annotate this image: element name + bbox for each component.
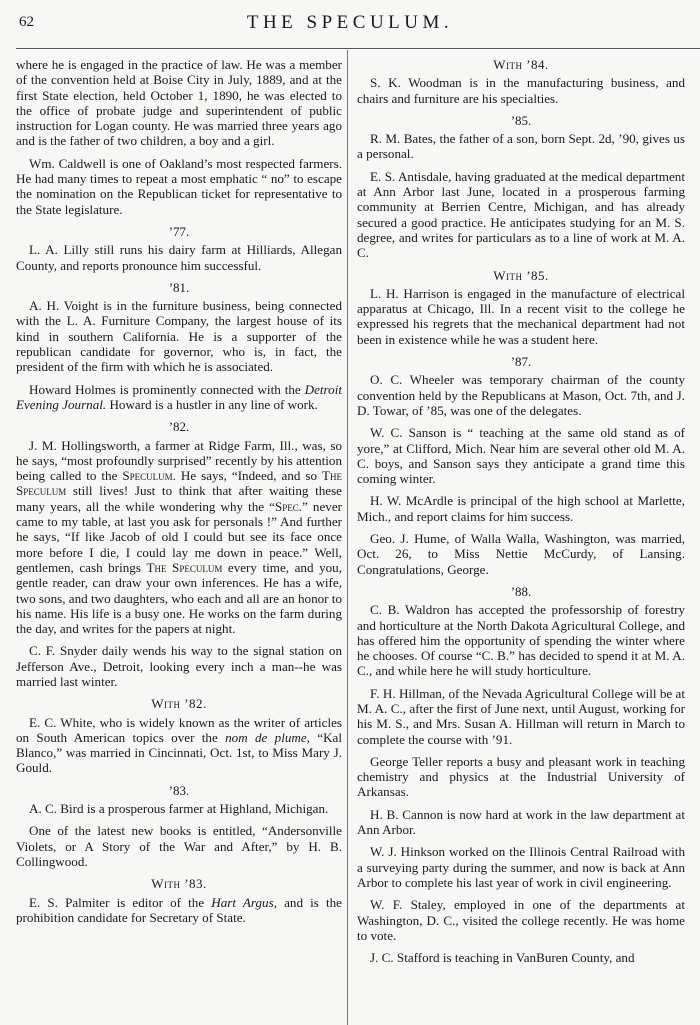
section-heading: ’81. — [168, 279, 190, 295]
text-run: E. S. Palmiter is editor of the — [29, 894, 212, 910]
section-heading: ’87. — [510, 354, 532, 370]
paragraph — [16, 242, 342, 273]
column-divider — [347, 50, 348, 1025]
header-rule — [16, 48, 700, 49]
paragraph — [16, 715, 342, 776]
smallcaps-text: The Speculum — [146, 559, 223, 575]
italic-text: Detroit Evening Journal. — [16, 381, 342, 412]
text-run: F. H. Hillman, of the Nevada Agricultural College will be at M. A. C., after the first of June next, until August, working for his M. S., and Mrs. Susan A. Hillman will return in March to complete the course with ’91. — [357, 685, 685, 747]
paragraph — [357, 807, 685, 838]
paragraph — [16, 298, 342, 374]
page-number: 62 — [19, 14, 34, 30]
section-heading: ’82. — [168, 419, 190, 435]
section-heading: With ’85. — [493, 267, 549, 283]
left-column — [16, 57, 342, 932]
text-run: H. B. Cannon is now hard at work in the law department at Ann Arbor. — [357, 806, 685, 838]
paragraph — [357, 602, 685, 678]
section-heading: ’85. — [510, 112, 532, 128]
section-heading: ’83. — [168, 782, 190, 798]
paragraph — [357, 493, 685, 524]
text-run: J. M. Hollingsworth, a farmer at Ridge Farm, Ill., was, so he says, “most profoundly surprised” recently by his attention being called to the — [16, 437, 342, 484]
text-run: , “Kal Blanco,” was married in Cincinnati, Oct. 1st, to Miss Mary J. Gould. — [16, 729, 342, 776]
paragraph — [357, 950, 685, 965]
text-run: O. C. Wheeler was temporary chairman of the county convention held by the Republicans at Mason, Oct. 7th, and J. D. Towar, of ’85, was one of the delegates. — [357, 372, 685, 418]
page-header — [0, 0, 700, 44]
text-run: and is the prohibition candidate for Secretary of State. — [16, 894, 342, 925]
paragraph — [357, 425, 685, 486]
italic-text: nom de plume — [225, 729, 307, 745]
text-run: H. W. McArdle is principal of the high school at Marlette, Mich., and report claims for him success. — [357, 493, 685, 524]
paragraph — [16, 438, 342, 637]
smallcaps-text: The Speculum — [16, 468, 342, 499]
text-run: W. C. Sanson is “ teaching at the same old stand as of yore,” at Clifford, Mich. Near him are several other old M. A. C. boys, and Sanson says they anticipate a grand time this coming winter. — [357, 425, 685, 487]
section-heading: ’77. — [168, 223, 190, 239]
text-run: L. A. Lilly still runs his dairy farm at Hilliards, Allegan County, and reports pronounce him successful. — [16, 242, 342, 273]
section-heading: With ’84. — [493, 57, 549, 72]
text-run: Wm. Caldwell is one of Oakland’s most respected farmers. He had many times to repeat a most emphatic “ no” to escape the nomination on the Republican ticket for representative to the State legislature. — [16, 155, 342, 217]
running-title: THE SPECULUM. — [246, 12, 454, 33]
paragraph — [16, 57, 342, 149]
text-run: C. B. Waldron has accepted the professorship of forestry and horticulture at the North Dakota Agricultural College, and has offered him the opportunity of spending the winter where he chooses. Of course “C. B.” has decided to spend it at M. A. C., and while here he will study horticulture. — [357, 602, 685, 679]
text-run: R. M. Bates, the father of a son, born Sept. 2d, ’90, gives us a personal. — [357, 131, 685, 162]
text-run: still lives! Just to think that after waiting these many years, all the while wondering why the “ — [16, 483, 342, 514]
paragraph — [357, 754, 685, 800]
text-run: J. C. Stafford is teaching in VanBuren County, and — [370, 950, 635, 966]
smallcaps-text: Spec. — [274, 498, 303, 514]
text-run: C. F. Snyder daily wends his way to the signal station on Jefferson Ave., Detroit, looking every inch a man--he was married last winter. — [16, 643, 342, 689]
text-run: ” never came to my table, at last you ask for personals !” And further he says, “If like Jacob of old I could but see its face once more before I die, I could lay me down in peace.” Well, gentlemen, cash brings — [16, 498, 342, 575]
text-run: every time, and you, gentle reader, can draw your own inferences. He has a wife, two sons, and two daughters, who each and all are an honor to his name. His life is a busy one. He works on the farm during the day, and writes for the papers at night. — [16, 559, 342, 637]
paragraph — [357, 286, 685, 347]
right-column — [357, 57, 685, 972]
section-heading: With ’82. — [151, 696, 207, 712]
text-run: E. C. White, who is widely known as the writer of articles on South American topics over the — [16, 714, 342, 745]
text-run: where he is engaged in the practice of law. He was a member of the convention held at Boise City in July, 1889, and at the first State election, held October 1, 1890, he was elected to the office of probate judge and superintendent of public instruction for Logan county. He was married three years ago and is the father of two children, a boy and a girl. — [16, 57, 342, 149]
paragraph — [357, 686, 685, 747]
section-heading: ’88. — [510, 583, 532, 599]
text-run: W. F. Staley, employed in one of the departments at Washington, D. C., visited the college recently. He was home to vote. — [357, 897, 685, 943]
text-run: A. C. Bird is a prosperous farmer at Highland, Michigan. — [29, 801, 329, 817]
paragraph — [357, 75, 685, 106]
text-run: L. H. Harrison is engaged in the manufacture of electrical apparatus at Chicago, Ill. In a recent visit to the college he expressed his regrets that the mechanical department had not been in existence while he was a student here. — [357, 285, 685, 347]
paragraph — [16, 382, 342, 413]
text-run: Howard is a hustler in any line of work. — [106, 396, 318, 412]
paragraph — [357, 169, 685, 261]
text-run: Howard Holmes is prominently connected with the — [29, 381, 305, 397]
italic-text: Hart Argus, — [211, 894, 277, 910]
text-run: E. S. Antisdale, having graduated at the medical department at Ann Arbor last June, located in a prosperous farming community at Berrien Centre, Michigan, and has already secured a good practice. He anticipates studying for an M. S. degree, and writes for particulars as to a line of work at M. A. C. — [357, 168, 685, 261]
paragraph — [16, 823, 342, 869]
text-run: W. J. Hinkson worked on the Illinois Central Railroad with a surveying party during the summer, and now is back at Ann Arbor to complete his last year of work in civil engineering. — [357, 844, 685, 890]
text-run: He says, “Indeed, and so — [175, 468, 322, 484]
text-run: S. K. Woodman is in the manufacturing business, and chairs and furniture are his specialties. — [357, 75, 685, 106]
paragraph — [357, 531, 685, 577]
paragraph — [16, 895, 342, 926]
section-heading: With ’83. — [151, 876, 207, 892]
text-run: One of the latest new books is entitled, “Andersonville Violets, or A Story of the War and After,” by H. B. Collingwood. — [16, 823, 342, 869]
paragraph — [16, 156, 342, 217]
paragraph — [16, 801, 342, 816]
smallcaps-text: Speculum. — [122, 468, 176, 484]
paragraph — [357, 897, 685, 943]
text-run: Geo. J. Hume, of Walla Walla, Washington, was married, Oct. 26, to Miss Nettie McCurdy, of Lansing. Congratulations, George. — [357, 531, 685, 577]
paragraph — [357, 131, 685, 162]
text-run: A. H. Voight is in the furniture business, being connected with the L. A. Furniture Company, the largest house of its kind in southern California. He is a supporter of the republican candidate for governor, who is, in fact, the president of the firm with which he is associated. — [16, 298, 342, 375]
paragraph — [16, 643, 342, 689]
paragraph — [357, 372, 685, 418]
paragraph — [357, 844, 685, 890]
text-run: George Teller reports a busy and pleasant work in teaching chemistry and physics at the Industrial University of Arkansas. — [357, 753, 685, 800]
